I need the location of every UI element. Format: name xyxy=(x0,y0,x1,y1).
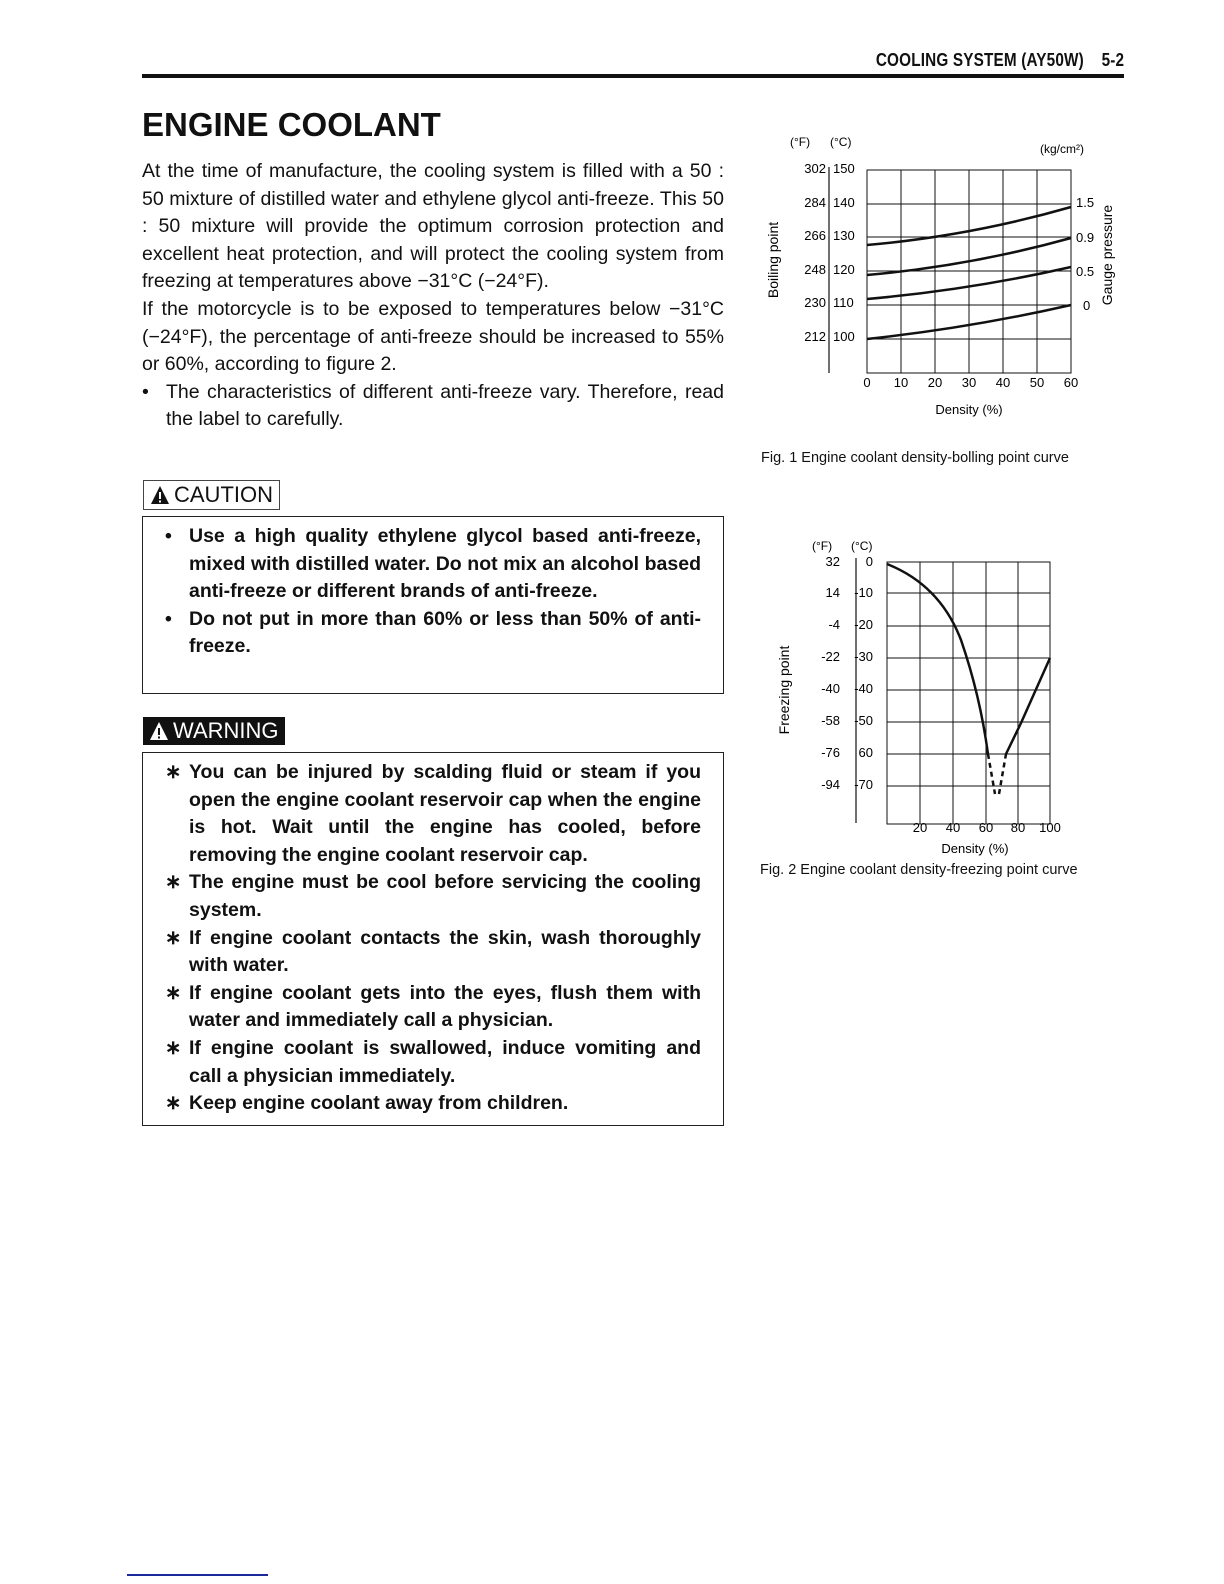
freezing-point-chart xyxy=(760,530,1130,860)
body-text xyxy=(142,158,724,434)
svg-text:-70: -70 xyxy=(854,777,873,792)
right-axis xyxy=(1076,195,1094,313)
svg-text:60: 60 xyxy=(858,745,873,760)
svg-text:-40: -40 xyxy=(854,681,873,696)
warning-triangle-icon xyxy=(149,721,169,741)
svg-text:-94: -94 xyxy=(821,777,840,792)
x-axis xyxy=(863,375,1078,390)
section-title: COOLING SYSTEM (AY50W) xyxy=(875,50,1084,70)
body-bullet xyxy=(142,379,724,434)
svg-text:0: 0 xyxy=(865,554,873,569)
header-rule xyxy=(142,74,1124,78)
warning-label-text: WARNING xyxy=(173,718,279,743)
svg-text:-10: -10 xyxy=(854,585,873,600)
page-header xyxy=(142,48,1124,78)
y-label-right: Gauge pressure xyxy=(1099,204,1115,306)
caution-label-text: CAUTION xyxy=(174,482,273,507)
warning-label xyxy=(143,717,285,745)
svg-text:-40: -40 xyxy=(821,681,840,696)
y-label: Freezing point xyxy=(776,645,792,735)
svg-text:248: 248 xyxy=(804,262,826,277)
svg-text:20: 20 xyxy=(927,375,943,390)
paragraph-1: At the time of manufacture, the cooling system is filled with a 50 : 50 mixture of distilled water and ethylene glycol anti-freeze. This 50 : 50 mixture will provide the optimum corrosion protection and excellent heat protection, and will protect the cooling system from freezing at temperatures above −31°C (−24°F). xyxy=(142,160,724,293)
svg-text:30: 30 xyxy=(961,375,977,390)
caution-item-text: Use a high quality ethylene glycol based anti-freeze, mixed with distilled water. Do not mix an alcohol based anti-freeze or different brands of anti-freeze. xyxy=(189,525,701,603)
svg-text:130: 130 xyxy=(833,228,855,243)
footer-link-underline[interactable] xyxy=(127,1574,268,1576)
svg-text:0.5: 0.5 xyxy=(1076,264,1095,279)
bullet-dot-icon: • xyxy=(165,607,172,630)
svg-text:40: 40 xyxy=(945,820,961,835)
caution-label xyxy=(143,480,280,510)
svg-text:212: 212 xyxy=(804,329,826,344)
svg-text:230: 230 xyxy=(804,295,826,310)
asterisk-icon: ∗ xyxy=(165,926,182,949)
bullet-dot-icon: • xyxy=(165,525,172,547)
caution-item xyxy=(143,606,723,661)
asterisk-icon: ∗ xyxy=(165,1092,182,1115)
caution-box xyxy=(142,516,724,694)
svg-text:0: 0 xyxy=(1083,298,1091,313)
fig2-caption: Fig. 2 Engine coolant density-freezing point curve xyxy=(760,862,1078,878)
caution-item-text: Do not put in more than 60% or less than 50% of anti-freeze. xyxy=(189,607,701,658)
y-axis-f xyxy=(804,161,826,344)
svg-text:-58: -58 xyxy=(821,713,840,728)
svg-text:100: 100 xyxy=(1039,820,1061,835)
svg-text:-30: -30 xyxy=(854,649,873,664)
svg-text:60: 60 xyxy=(1063,375,1079,390)
svg-text:100: 100 xyxy=(833,329,855,344)
svg-text:-20: -20 xyxy=(854,617,873,632)
y-axis-c xyxy=(833,161,855,344)
warning-item-text: If engine coolant gets into the eyes, flush them with water and immediately call a physician. xyxy=(189,981,701,1032)
paragraph-2: If the motorcycle is to be exposed to temperatures below −31°C (−24°F), the percentage of anti-freeze should be increased to 55% or 60%, according to figure 2. xyxy=(142,297,724,376)
asterisk-icon: ∗ xyxy=(165,761,182,783)
warning-triangle-icon xyxy=(150,485,170,505)
x-label: Density (%) xyxy=(935,402,1003,417)
unit-c: (°C) xyxy=(851,539,873,553)
fig1-caption: Fig. 1 Engine coolant density-bolling point curve xyxy=(761,450,1069,466)
asterisk-icon: ∗ xyxy=(165,981,182,1004)
svg-text:40: 40 xyxy=(995,375,1011,390)
svg-text:60: 60 xyxy=(978,820,994,835)
svg-text:284: 284 xyxy=(804,195,826,210)
warning-item-text: If engine coolant is swallowed, induce vomiting and call a physician immediately. xyxy=(189,1036,701,1087)
warning-item xyxy=(143,1090,723,1118)
asterisk-icon: ∗ xyxy=(165,871,182,894)
svg-text:-22: -22 xyxy=(821,649,840,664)
svg-text:14: 14 xyxy=(825,585,840,600)
caution-item xyxy=(143,523,723,606)
warning-item xyxy=(143,925,723,980)
warning-box xyxy=(142,752,724,1126)
warning-item xyxy=(143,980,723,1035)
warning-item-text: You can be injured by scalding fluid or steam if you open the engine coolant reservoir cap when the engine is hot. Wait until the engine has cooled, before removing the engine coolant reservoir cap. xyxy=(189,761,701,866)
svg-text:150: 150 xyxy=(833,161,855,176)
bullet-text: The characteristics of different anti-freeze vary. Therefore, read the label to carefully. xyxy=(166,380,724,431)
svg-text:110: 110 xyxy=(833,295,854,310)
svg-text:-4: -4 xyxy=(828,617,840,632)
svg-text:10: 10 xyxy=(893,375,909,390)
svg-text:140: 140 xyxy=(833,195,855,210)
svg-text:32: 32 xyxy=(825,554,840,569)
svg-text:266: 266 xyxy=(804,228,826,243)
svg-text:-76: -76 xyxy=(821,745,840,760)
unit-f: (°F) xyxy=(812,539,833,553)
boiling-point-chart xyxy=(750,120,1130,420)
unit-f: (°F) xyxy=(790,135,811,149)
page-number: 5-2 xyxy=(1101,50,1124,70)
freezing-curve xyxy=(887,564,1050,794)
grid xyxy=(887,562,1050,824)
svg-text:0.9: 0.9 xyxy=(1076,230,1095,245)
warning-item-text: If engine coolant contacts the skin, wash thoroughly with water. xyxy=(189,926,701,977)
y-axis-f xyxy=(821,554,840,792)
svg-text:20: 20 xyxy=(912,820,928,835)
unit-c: (°C) xyxy=(830,135,852,149)
x-axis xyxy=(913,820,1061,835)
svg-text:0: 0 xyxy=(863,375,871,390)
svg-text:1.5: 1.5 xyxy=(1076,195,1095,210)
warning-item xyxy=(143,869,723,924)
warning-item-text: Keep engine coolant away from children. xyxy=(189,1092,569,1115)
asterisk-icon: ∗ xyxy=(165,1036,182,1059)
y-axis-c xyxy=(854,554,873,792)
unit-right: (kg/cm²) xyxy=(1040,142,1084,156)
page-title: ENGINE COOLANT xyxy=(142,106,441,143)
svg-text:302: 302 xyxy=(804,161,826,176)
svg-text:50: 50 xyxy=(1029,375,1045,390)
warning-item-text: The engine must be cool before servicing the cooling system. xyxy=(189,871,701,921)
bullet-dot-icon: • xyxy=(142,380,149,403)
x-label: Density (%) xyxy=(941,841,1009,856)
warning-item xyxy=(143,1035,723,1090)
svg-text:-50: -50 xyxy=(854,713,873,728)
warning-item xyxy=(143,759,723,869)
svg-text:80: 80 xyxy=(1010,820,1026,835)
y-label: Boiling point xyxy=(765,221,781,299)
svg-text:120: 120 xyxy=(833,262,855,277)
header-text xyxy=(876,50,1124,71)
